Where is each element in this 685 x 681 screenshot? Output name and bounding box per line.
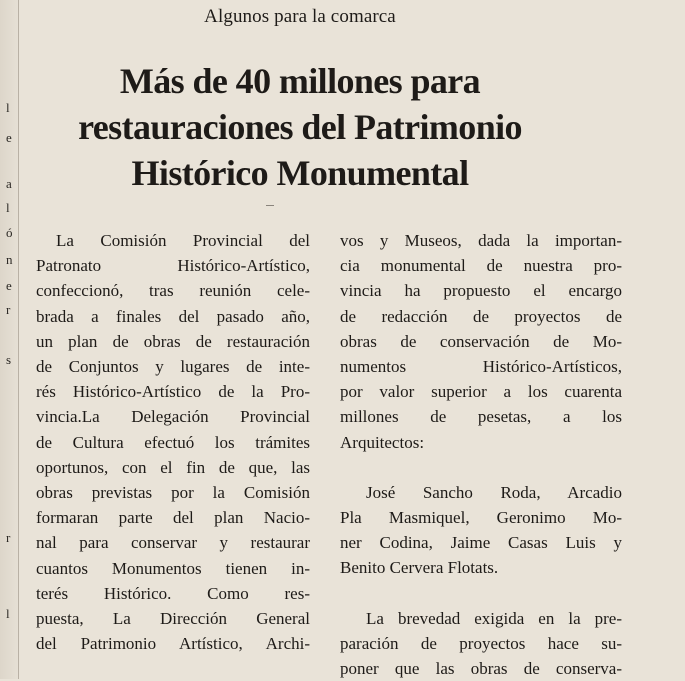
text-line: cuantos Monumentos tienen in- <box>36 558 310 578</box>
article-column-1 <box>36 228 310 656</box>
text-line: Benito Cervera Flotats. <box>340 558 499 578</box>
article-column-2 <box>340 228 622 681</box>
headline-line: Histórico Monumental <box>131 153 469 193</box>
paragraph <box>340 606 622 681</box>
text-line: vos y Museos, dada la importan- <box>340 231 622 250</box>
text-line: formaran parte del plan Nacio- <box>36 508 310 528</box>
paragraph <box>340 480 622 581</box>
text-line: La Comisión Provincial del <box>56 231 310 250</box>
text-line: cia monumental de nuestra pro- <box>340 256 622 276</box>
headline-line: Más de 40 millones para <box>119 61 481 101</box>
edge-char: s <box>6 352 12 367</box>
text-line: La brevedad exigida en la pre- <box>366 608 622 628</box>
edge-char: a <box>6 176 12 191</box>
article-headline <box>0 58 600 196</box>
text-line: terés Histórico. Como res- <box>36 583 310 603</box>
edge-char: ó <box>6 225 13 240</box>
article-kicker: Algunos para la comarca <box>204 6 396 27</box>
text-line: Patronato Histórico-Artístico, <box>36 256 310 276</box>
edge-char: l <box>6 100 10 115</box>
edge-char: e <box>6 278 12 293</box>
text-line: nal para conservar y restaurar <box>36 533 310 553</box>
text-line: por valor superior a los cuarenta <box>340 382 622 402</box>
text-line: poner que las obras de conserva- <box>340 659 622 679</box>
edge-char: r <box>6 530 11 545</box>
text-line: vincia.La Delegación Provincial <box>36 407 310 427</box>
text-line: brada a finales del pasado año, <box>36 306 310 326</box>
text-line: numentos Histórico-Artísticos, <box>340 357 622 377</box>
edge-char: e <box>6 130 12 145</box>
text-line: oportunos, con el fin de que, las <box>36 457 310 477</box>
edge-char: l <box>6 606 10 621</box>
text-line: obras previstas por la Comisión <box>36 483 310 503</box>
edge-char: n <box>6 252 13 267</box>
edge-char: r <box>6 302 11 317</box>
text-line: de Cultura efectuó los trámites <box>36 432 310 452</box>
text-line: Arquitectos: <box>340 432 425 452</box>
text-line: un plan de obras de restauración <box>36 331 310 351</box>
text-line: vincia ha propuesto el encargo <box>340 281 622 301</box>
text-line: millones de pesetas, a los <box>340 407 622 427</box>
paragraph <box>340 228 622 455</box>
text-line: confeccionó, tras reunión cele- <box>36 281 310 301</box>
separator-dash <box>266 205 274 206</box>
text-line: obras de conservación de Mo- <box>340 331 622 351</box>
text-line: rés Histórico-Artístico de la Pro- <box>36 382 310 402</box>
text-line: paración de proyectos hace su- <box>340 633 622 653</box>
text-line: de Conjuntos y lugares de inte- <box>36 357 310 377</box>
headline-line: restauraciones del Patrimonio <box>78 107 522 147</box>
text-line: José Sancho Roda, Arcadio <box>366 482 622 502</box>
paragraph <box>36 228 310 656</box>
edge-char: l <box>6 200 10 215</box>
text-line: Pla Masmiquel, Geronimo Mo- <box>340 508 622 528</box>
text-line: de redacción de proyectos de <box>340 306 622 326</box>
text-line: ner Codina, Jaime Casas Luis y <box>340 533 622 553</box>
text-line: puesta, La Dirección General <box>36 609 310 629</box>
text-line: del Patrimonio Artístico, Archi- <box>36 634 310 654</box>
